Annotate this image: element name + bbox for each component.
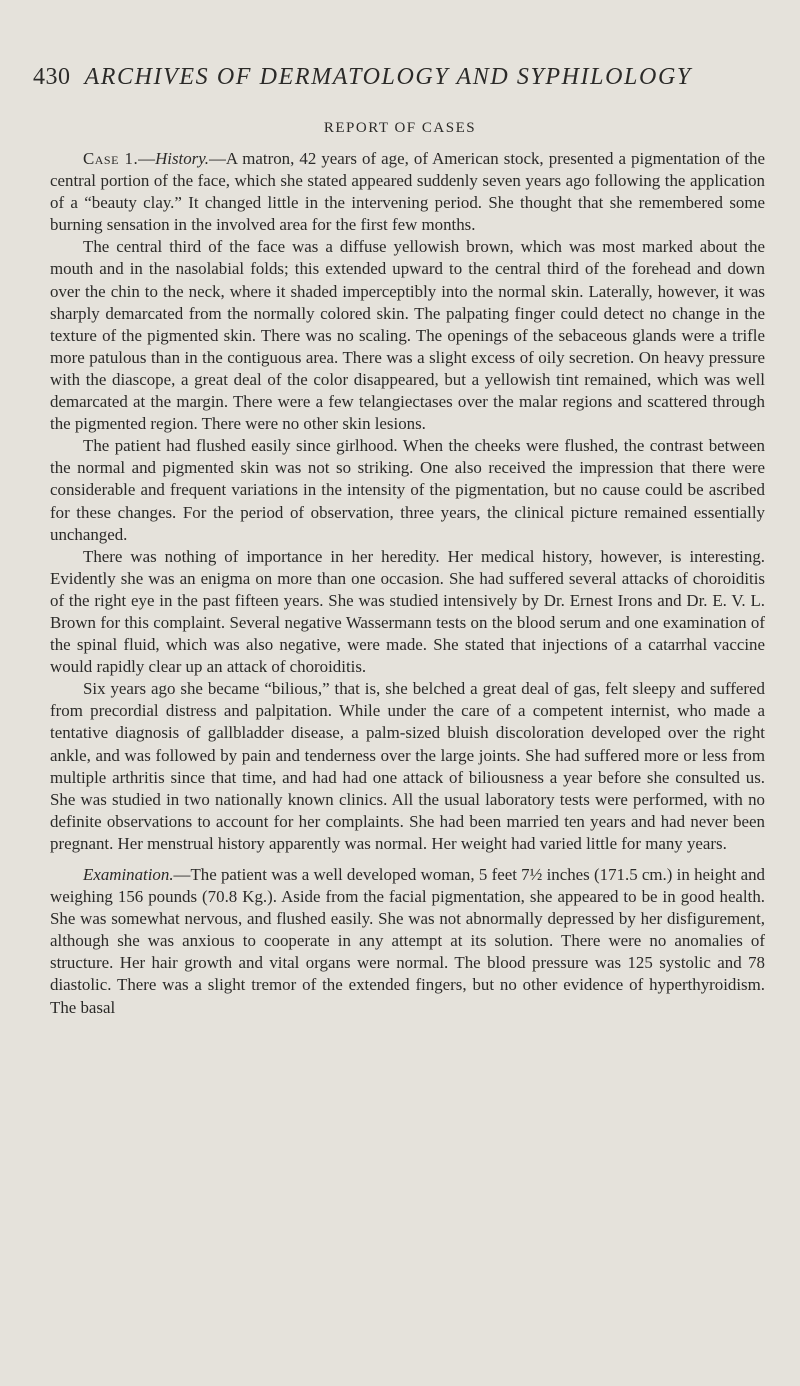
running-head — [33, 64, 753, 91]
paragraph-heredity — [50, 546, 765, 679]
article-body — [50, 148, 765, 1019]
paragraph-examination — [50, 864, 765, 1019]
paragraph-bilious — [50, 678, 765, 855]
journal-title: ARCHIVES OF DERMATOLOGY AND SYPHILOLOGY — [84, 64, 692, 90]
section-title: REPORT OF CASES — [323, 120, 477, 136]
paragraph-case-history: Case 1.—History.—A matron, 42 years of age, of American stock, presented a pigmentation of the central portion of the face, which she stated appeared suddenly seven years ago following the application of a “beauty clay.” It changed little in the intervening period. She thought that she remembered some burning sensation in the involved area for the first few months. — [50, 149, 765, 235]
paragraph-description — [50, 236, 765, 435]
case-label: Case 1. — [83, 149, 139, 168]
paragraph-text: Six years ago she became “bilious,” that is, she belched a great deal of gas, felt sleepy and suffered from precordial distress and palpitation. While under the care of a competent internist, who made a tentative diagnosis of gallbladder disease, a palm-sized bluish discoloration developed over the right ankle, and was followed by pain and tenderness over the large joints. She had suffered more or less from multiple arthritis since that time, and had had one attack of biliousness a year before she consulted us. She was studied in two nationally known clinics. All the usual laboratory tests were performed, with no definite observations to account for her complaints. She had been married ten years and had never been pregnant. Her menstrual history apparently was normal. Her weight had varied little for many years. — [50, 679, 765, 853]
paragraph-text: —The patient was a well developed woman, 5 feet 7½ inches (171.5 cm.) in height and weighing 156 pounds (70.8 Kg.). Aside from the facial pigmentation, she appeared to be in good health. She was somewhat nervous, and flushed easily. She was not abnormally depressed by her disfigurement, although she was anxious to cooperate in any attempt at its solution. There were no anomalies of structure. Her hair growth and vital organs were normal. The blood pressure was 125 systolic and 78 diastolic. There was a slight tremor of the extended fingers, but no other evidence of hyperthyroidism. The basal — [50, 865, 765, 1017]
paragraph-text: The patient had flushed easily since girlhood. When the cheeks were flushed, the contrast between the normal and pigmented skin was not so striking. One also received the impression that there were considerable and frequent variations in the intensity of the pigmentation, but no cause could be ascribed for these changes. For the period of observation, three years, the clinical picture remained essentially unchanged. — [50, 436, 765, 544]
paragraph-text: —A matron, 42 years of age, of American stock, presented a pigmentation of the central portion of the face, which she stated appeared suddenly seven years ago following the application of a “beauty clay.” It changed little in the intervening period. She thought that she remembered some burning sensation in the involved area for the first few months. — [50, 149, 765, 235]
paragraph-text: The central third of the face was a diffuse yellowish brown, which was most marked about the mouth and in the nasolabial folds; this extended upward to the central third of the forehead and down over the chin to the neck, where it shaded imperceptibly into the normal skin. Laterally, however, it was sharply demarcated from the normally colored skin. The palpating finger could detect no change in the texture of the pigmented skin. There was no scaling. The openings of the sebaceous glands were a trifle more patulous than in the contiguous area. There was a slight excess of oily secretion. On heavy pressure with the diascope, a great deal of the color disappeared, but a yellowish tint remained, which was well demarcated at the margin. There were a few telangiectases over the malar regions and scattered through the pigmented region. There were no other skin lesions. — [50, 237, 765, 434]
history-heading: History. — [155, 149, 210, 168]
paragraph-text: There was nothing of importance in her heredity. Her medical history, however, is interesting. Evidently she was an enigma on more than one occasion. She had suffered several attacks of choroiditis of the right eye in the past fifteen years. She was studied intensively by Dr. Ernest Irons and Dr. E. V. L. Brown for this complaint. Several negative Wassermann tests on the blood serum and one examination of the spinal fluid, which was also negative, were made. She stated that injections of a catarrhal vaccine would rapidly clear up an attack of choroiditis. — [50, 546, 765, 677]
examination-heading: Examination. — [83, 865, 174, 884]
page-number: 430 — [33, 64, 71, 90]
paragraph-flushing — [50, 435, 765, 545]
